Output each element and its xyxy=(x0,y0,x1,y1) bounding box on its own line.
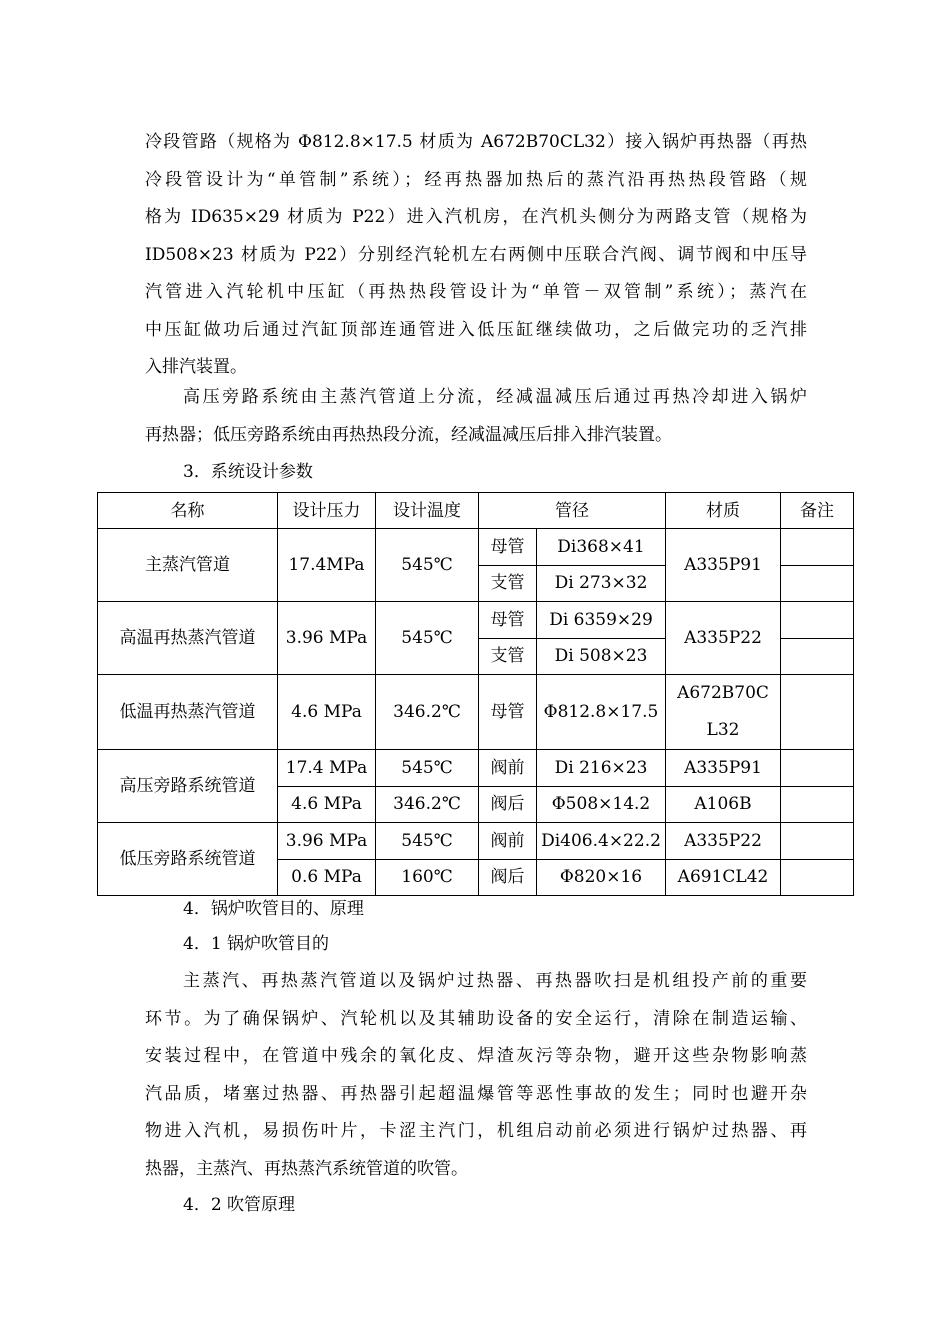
cell-temperature: 346.2℃ xyxy=(376,675,479,750)
cell-material: A335P22 xyxy=(666,823,781,860)
cell-pipe-type: 支管 xyxy=(479,638,537,675)
material-line: A672B70C xyxy=(677,683,769,703)
text-line: 安装过程中，在管道中残余的氧化皮、焊渣灰污等杂物，避开这些杂物影响蒸 xyxy=(145,1046,807,1066)
text-line: 汽管进入汽轮机中压缸（再热热段管设计为“单管－双管制”系统）；蒸汽在 xyxy=(145,282,807,302)
cell-temperature: 545℃ xyxy=(376,750,479,787)
cell-diameter: Di 273×32 xyxy=(537,565,666,602)
text-line: 物进入汽机，易损伤叶片，卡涩主汽门，机组启动前必须进行锅炉过热器、再 xyxy=(145,1121,807,1141)
header-pressure: 设计压力 xyxy=(278,493,376,529)
paragraph-bypass-system xyxy=(145,379,807,454)
cell-pipe-type: 阀后 xyxy=(479,786,537,823)
cell-diameter: Di 508×23 xyxy=(537,638,666,675)
cell-temperature: 545℃ xyxy=(376,529,479,602)
header-diameter: 管径 xyxy=(479,493,666,529)
text-line: 入排汽装置。 xyxy=(145,357,247,377)
header-name: 名称 xyxy=(98,493,278,529)
cell-diameter: Di368×41 xyxy=(537,529,666,566)
table-header-row xyxy=(98,493,854,529)
cell-pressure: 3.96 MPa xyxy=(278,602,376,675)
text-line: 环节。为了确保锅炉、汽轮机以及其辅助设备的安全运行，清除在制造运输、 xyxy=(145,1008,807,1029)
cell-pipe-type: 阀前 xyxy=(479,823,537,860)
table-row xyxy=(98,602,854,639)
cell-pressure: 17.4MPa xyxy=(278,529,376,602)
material-line: L32 xyxy=(706,720,740,740)
cell-pressure: 0.6 MPa xyxy=(278,859,376,896)
cell-temperature: 346.2℃ xyxy=(376,786,479,823)
text-line: 再热器；低压旁路系统由再热热段分流，经减温减压后排入排汽装置。 xyxy=(145,424,672,445)
table-row xyxy=(98,823,854,860)
cell-material: A335P91 xyxy=(666,750,781,787)
header-material: 材质 xyxy=(666,493,781,529)
cell-pressure: 17.4 MPa xyxy=(278,750,376,787)
cell-remark xyxy=(781,602,854,639)
table-row xyxy=(98,675,854,750)
text-line: 主蒸汽、再热蒸汽管道以及锅炉过热器、再热器吹扫是机组投产前的重要 xyxy=(183,971,807,991)
cell-material: A106B xyxy=(666,786,781,823)
cell-diameter: Φ812.8×17.5 xyxy=(537,675,666,750)
cell-remark xyxy=(781,750,854,787)
paragraph-reheat-system xyxy=(145,124,807,387)
cell-diameter: Φ508×14.2 xyxy=(537,786,666,823)
cell-pressure: 3.96 MPa xyxy=(278,823,376,860)
cell-pressure: 4.6 MPa xyxy=(278,675,376,750)
cell-pipe-type: 支管 xyxy=(479,565,537,602)
cell-remark xyxy=(781,675,854,750)
paragraph-blowing-purpose xyxy=(145,963,807,1188)
cell-remark xyxy=(781,859,854,896)
text-line: ID508×23 材质为 P22）分别经汽轮机左右两侧中压联合汽阀、调节阀和中压导 xyxy=(145,244,807,265)
cell-diameter: Φ820×16 xyxy=(537,859,666,896)
cell-diameter: Di 216×23 xyxy=(537,750,666,787)
text-line: 冷段管设计为“单管制”系统）；经再热器加热后的蒸汽沿再热热段管路（规 xyxy=(145,169,807,190)
cell-pipe-type: 母管 xyxy=(479,529,537,566)
cell-name: 低压旁路系统管道 xyxy=(98,823,278,896)
cell-material xyxy=(666,675,781,750)
table-row xyxy=(98,750,854,787)
cell-name: 高压旁路系统管道 xyxy=(98,750,278,823)
text-line: 热器，主蒸汽、再热蒸汽系统管道的吹管。 xyxy=(145,1158,468,1179)
cell-name: 低温再热蒸汽管道 xyxy=(98,675,278,750)
cell-material: A335P22 xyxy=(666,602,781,675)
cell-pipe-type: 母管 xyxy=(479,602,537,639)
cell-name: 主蒸汽管道 xyxy=(98,529,278,602)
text-line: 格为 ID635×29 材质为 P22）进入汽机房，在汽机头侧分为两路支管（规格为 xyxy=(145,207,807,227)
header-temperature: 设计温度 xyxy=(376,493,479,529)
header-remark: 备注 xyxy=(781,493,854,529)
text-line: 汽品质，堵塞过热器、再热器引起超温爆管等恶性事故的发生；同时也避开杂 xyxy=(145,1083,807,1104)
cell-temperature: 545℃ xyxy=(376,823,479,860)
cell-material: A691CL42 xyxy=(666,859,781,896)
section-heading-3: 3．系统设计参数 xyxy=(183,462,313,482)
cell-remark xyxy=(781,638,854,675)
design-parameter-table xyxy=(97,492,854,896)
section-heading-4-2: 4．2 吹管原理 xyxy=(183,1195,296,1215)
cell-diameter: Di406.4×22.2 xyxy=(537,823,666,860)
section-heading-4-1: 4．1 锅炉吹管目的 xyxy=(183,934,330,954)
cell-temperature: 545℃ xyxy=(376,602,479,675)
cell-pipe-type: 母管 xyxy=(479,675,537,750)
text-line: 高压旁路系统由主蒸汽管道上分流，经减温减压后通过再热冷却进入锅炉 xyxy=(183,387,807,407)
cell-remark xyxy=(781,786,854,823)
cell-remark xyxy=(781,823,854,860)
cell-pipe-type: 阀后 xyxy=(479,859,537,896)
cell-pressure: 4.6 MPa xyxy=(278,786,376,823)
cell-material: A335P91 xyxy=(666,529,781,602)
text-line: 冷段管路（规格为 Φ812.8×17.5 材质为 A672B70CL32）接入锅炉再热器（再热 xyxy=(145,132,807,152)
cell-pipe-type: 阀前 xyxy=(479,750,537,787)
text-line: 中压缸做功后通过汽缸顶部连通管进入低压缸继续做功，之后做完功的乏汽排 xyxy=(145,319,807,340)
table-row xyxy=(98,529,854,566)
cell-diameter: Di 6359×29 xyxy=(537,602,666,639)
cell-remark xyxy=(781,565,854,602)
section-heading-4: 4．锅炉吹管目的、原理 xyxy=(183,899,364,919)
cell-temperature: 160℃ xyxy=(376,859,479,896)
cell-remark xyxy=(781,529,854,566)
cell-name: 高温再热蒸汽管道 xyxy=(98,602,278,675)
